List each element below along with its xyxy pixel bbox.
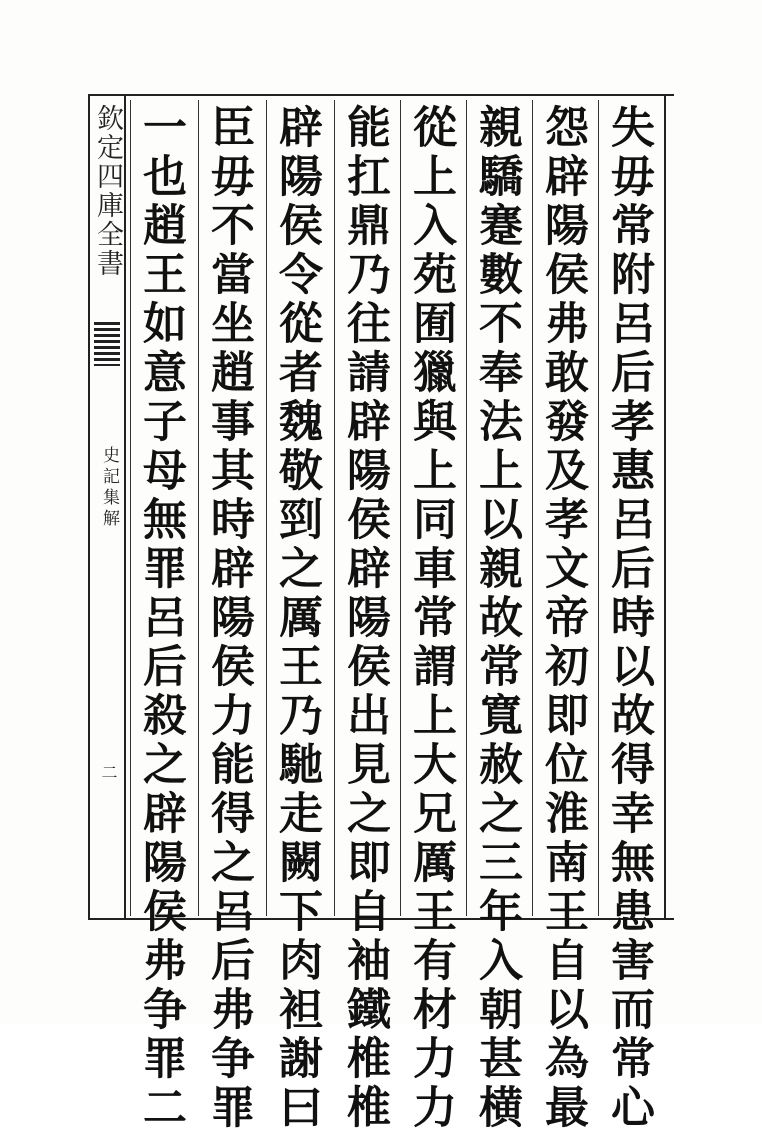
column-text: 能扛鼎乃往請辟陽侯辟陽侯出見之即自袖鐵椎椎 bbox=[339, 104, 390, 1133]
fish-tail-mark bbox=[94, 322, 120, 366]
frame-top-border bbox=[88, 94, 674, 96]
fold-margin-page-number: 二 bbox=[99, 764, 118, 780]
text-column-2 bbox=[532, 100, 591, 1133]
text-column-5 bbox=[334, 100, 393, 1133]
text-column-4 bbox=[400, 100, 459, 1133]
fold-margin-title: 欽定四庫全書 bbox=[92, 104, 123, 278]
text-column-8 bbox=[130, 100, 189, 1133]
column-text: 從上入苑囿獵與上同車常謂上大兄厲王有材力力 bbox=[405, 104, 456, 1133]
column-text: 失毋常附呂后孝惠呂后時以故得幸無患害而常心 bbox=[603, 104, 654, 1133]
frame-right-border bbox=[664, 94, 666, 920]
column-text: 親驕蹇數不奉法上以親故常寬赦之三年入朝甚横 bbox=[471, 104, 522, 1133]
column-text: 臣毋不當坐趙事其時辟陽侯力能得之呂后弗争罪 bbox=[203, 104, 254, 1133]
fold-margin-book-name: 史記集解 bbox=[99, 446, 119, 530]
column-text: 一也趙王如意子母無罪呂后殺之辟陽侯弗争罪二 bbox=[135, 104, 186, 1133]
column-text: 怨辟陽侯弗敢發及孝文帝初即位淮南王自以為最 bbox=[537, 104, 588, 1133]
fold-margin-divider bbox=[124, 94, 126, 920]
frame-left-border bbox=[88, 94, 90, 920]
text-column-3 bbox=[466, 100, 525, 1133]
text-column-1 bbox=[598, 100, 657, 1133]
text-column-7 bbox=[198, 100, 257, 1133]
text-column-6 bbox=[266, 100, 325, 1133]
column-text: 辟陽侯令從者魏敬剄之厲王乃馳走闕下肉袒謝曰 bbox=[271, 104, 322, 1133]
